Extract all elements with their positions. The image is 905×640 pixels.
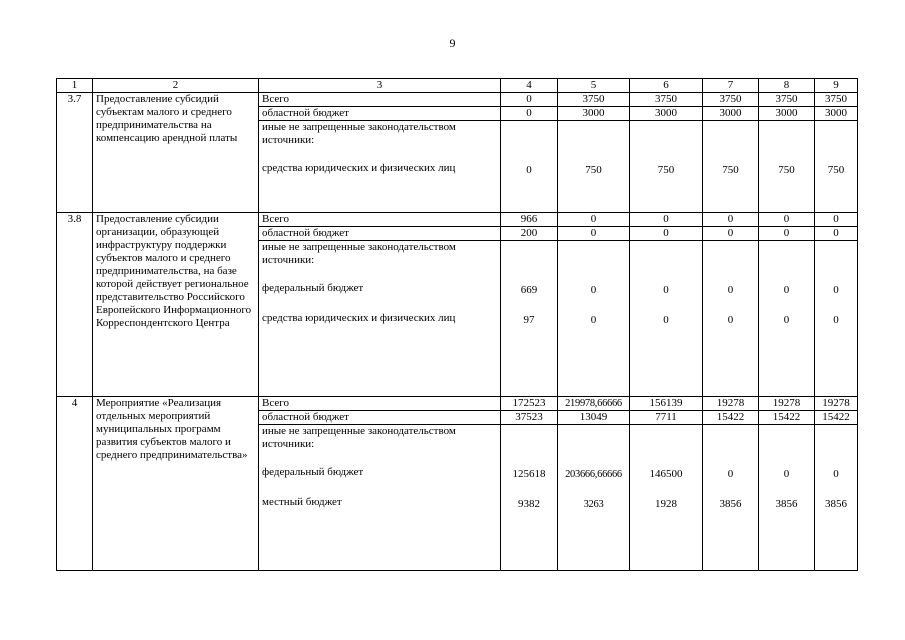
table-row (57, 397, 858, 411)
value-cell: 0 (703, 213, 759, 227)
value-cell: 0 (759, 213, 815, 227)
value-cell: 0 (630, 227, 703, 241)
source-label: областной бюджет (259, 227, 501, 241)
header-cell: 3 (259, 79, 501, 93)
other-sources-label: иные не запрещенные законодательством источники: (262, 425, 456, 450)
source-label: федеральный бюджет (262, 466, 364, 478)
value-cell: 3000 (703, 107, 759, 121)
value-cell: 200 (501, 227, 558, 241)
value-cell: 3000 (815, 107, 858, 121)
value: 0 (783, 468, 790, 480)
source-label: местный бюджет (262, 496, 342, 508)
value: 0 (526, 164, 532, 176)
header-cell: 9 (815, 79, 858, 93)
value: 0 (727, 284, 734, 296)
value: 3856 (775, 498, 798, 510)
measure-name: Предоставление субсидии организации, образующей инфраструктуру поддержки субъектов малого и среднего предпринимательства, на базе которой действует региональное представительство Российского Европейского Информационного Корреспондентского Центра (93, 213, 259, 397)
measure-name: Предоставление субсидий субъектам малого и среднего предпринимательства на компенсацию арендной платы (93, 93, 259, 213)
value-cell: 37523 (501, 411, 558, 425)
source-label: областной бюджет (259, 411, 501, 425)
value: 750 (722, 164, 739, 176)
other-sources-label: иные не запрещенные законодательством источники: (262, 241, 456, 266)
value-cell: 15422 (815, 411, 858, 425)
value-cell (815, 121, 858, 213)
value: 203666,66666 (565, 469, 622, 480)
value-cell (558, 241, 630, 397)
value-cell (703, 241, 759, 397)
value-cell: 3750 (630, 93, 703, 107)
value: 0 (663, 284, 669, 296)
value-cell: 3750 (558, 93, 630, 107)
value-cell (630, 425, 703, 571)
value-cell (703, 121, 759, 213)
value: 750 (657, 164, 675, 176)
value-cell: 13049 (558, 411, 630, 425)
value-cell: 156139 (630, 397, 703, 411)
value: 0 (783, 284, 790, 296)
value: 3856 (719, 498, 742, 510)
value-cell: 3750 (759, 93, 815, 107)
source-label: средства юридических и физических лиц (262, 162, 456, 174)
value-cell: 7711 (630, 411, 703, 425)
value-cell: 19278 (815, 397, 858, 411)
budget-table (56, 78, 858, 571)
value-cell (501, 121, 558, 213)
value: 0 (590, 314, 597, 326)
source-stack (259, 121, 501, 213)
header-cell: 7 (703, 79, 759, 93)
header-cell: 1 (57, 79, 93, 93)
value-cell (558, 425, 630, 571)
value-cell (759, 121, 815, 213)
value: 3263 (583, 499, 604, 510)
value: 750 (827, 164, 845, 176)
value: 0 (833, 314, 839, 326)
header-cell: 6 (630, 79, 703, 93)
source-label: Всего (259, 93, 501, 107)
table-row (57, 213, 858, 227)
source-label: Всего (259, 397, 501, 411)
header-cell: 2 (93, 79, 259, 93)
table-header-row (57, 79, 858, 93)
value-cell: 3750 (815, 93, 858, 107)
value-cell: 15422 (759, 411, 815, 425)
header-cell: 8 (759, 79, 815, 93)
value-cell: 0 (630, 213, 703, 227)
row-number: 3.8 (57, 213, 93, 397)
value: 9382 (518, 498, 540, 510)
source-label: федеральный бюджет (262, 282, 364, 294)
value-cell (501, 425, 558, 571)
value-cell: 15422 (703, 411, 759, 425)
page-number: 9 (449, 36, 456, 50)
value: 0 (833, 468, 839, 480)
value-cell (630, 241, 703, 397)
value-cell: 172523 (501, 397, 558, 411)
value-cell (558, 121, 630, 213)
value: 1928 (655, 498, 677, 510)
value-cell: 219978,66666 (558, 397, 630, 411)
table-row (57, 93, 858, 107)
value-cell: 0 (501, 93, 558, 107)
value-cell: 0 (703, 227, 759, 241)
value: 0 (727, 468, 734, 480)
value: 750 (585, 164, 602, 176)
value-cell: 0 (558, 213, 630, 227)
header-cell: 5 (558, 79, 630, 93)
value: 750 (778, 164, 795, 176)
value: 0 (590, 284, 597, 296)
value-cell: 0 (815, 227, 858, 241)
header-cell: 4 (501, 79, 558, 93)
row-number: 3.7 (57, 93, 93, 213)
value-cell: 3000 (558, 107, 630, 121)
source-stack (259, 425, 501, 571)
value: 0 (783, 314, 790, 326)
value-cell (815, 425, 858, 571)
value-cell: 0 (501, 107, 558, 121)
value: 97 (523, 314, 535, 326)
other-sources-label: иные не запрещенные законодательством источники: (262, 121, 456, 146)
value-cell: 19278 (759, 397, 815, 411)
value: 669 (520, 284, 538, 296)
value-cell (501, 241, 558, 397)
source-label: областной бюджет (259, 107, 501, 121)
value-cell (703, 425, 759, 571)
value-cell (759, 425, 815, 571)
value-cell: 19278 (703, 397, 759, 411)
value-cell: 0 (558, 227, 630, 241)
row-number: 4 (57, 397, 93, 571)
source-stack (259, 241, 501, 397)
value-cell (759, 241, 815, 397)
source-label: Всего (259, 213, 501, 227)
value-cell: 3000 (630, 107, 703, 121)
value-cell (815, 241, 858, 397)
value: 3856 (825, 498, 847, 510)
value: 0 (833, 284, 839, 296)
value-cell: 0 (815, 213, 858, 227)
value-cell: 3750 (703, 93, 759, 107)
value-cell: 0 (759, 227, 815, 241)
value-cell: 3000 (759, 107, 815, 121)
value-cell: 966 (501, 213, 558, 227)
value: 146500 (649, 468, 683, 480)
source-label: средства юридических и физических лиц (262, 312, 456, 324)
measure-name: Мероприятие «Реализация отдельных мероприятий муниципальных программ развития субъектов малого и среднего предпринимательства» (93, 397, 259, 571)
value: 125618 (512, 468, 546, 480)
value-cell (630, 121, 703, 213)
value: 0 (727, 314, 734, 326)
value: 0 (663, 314, 669, 326)
